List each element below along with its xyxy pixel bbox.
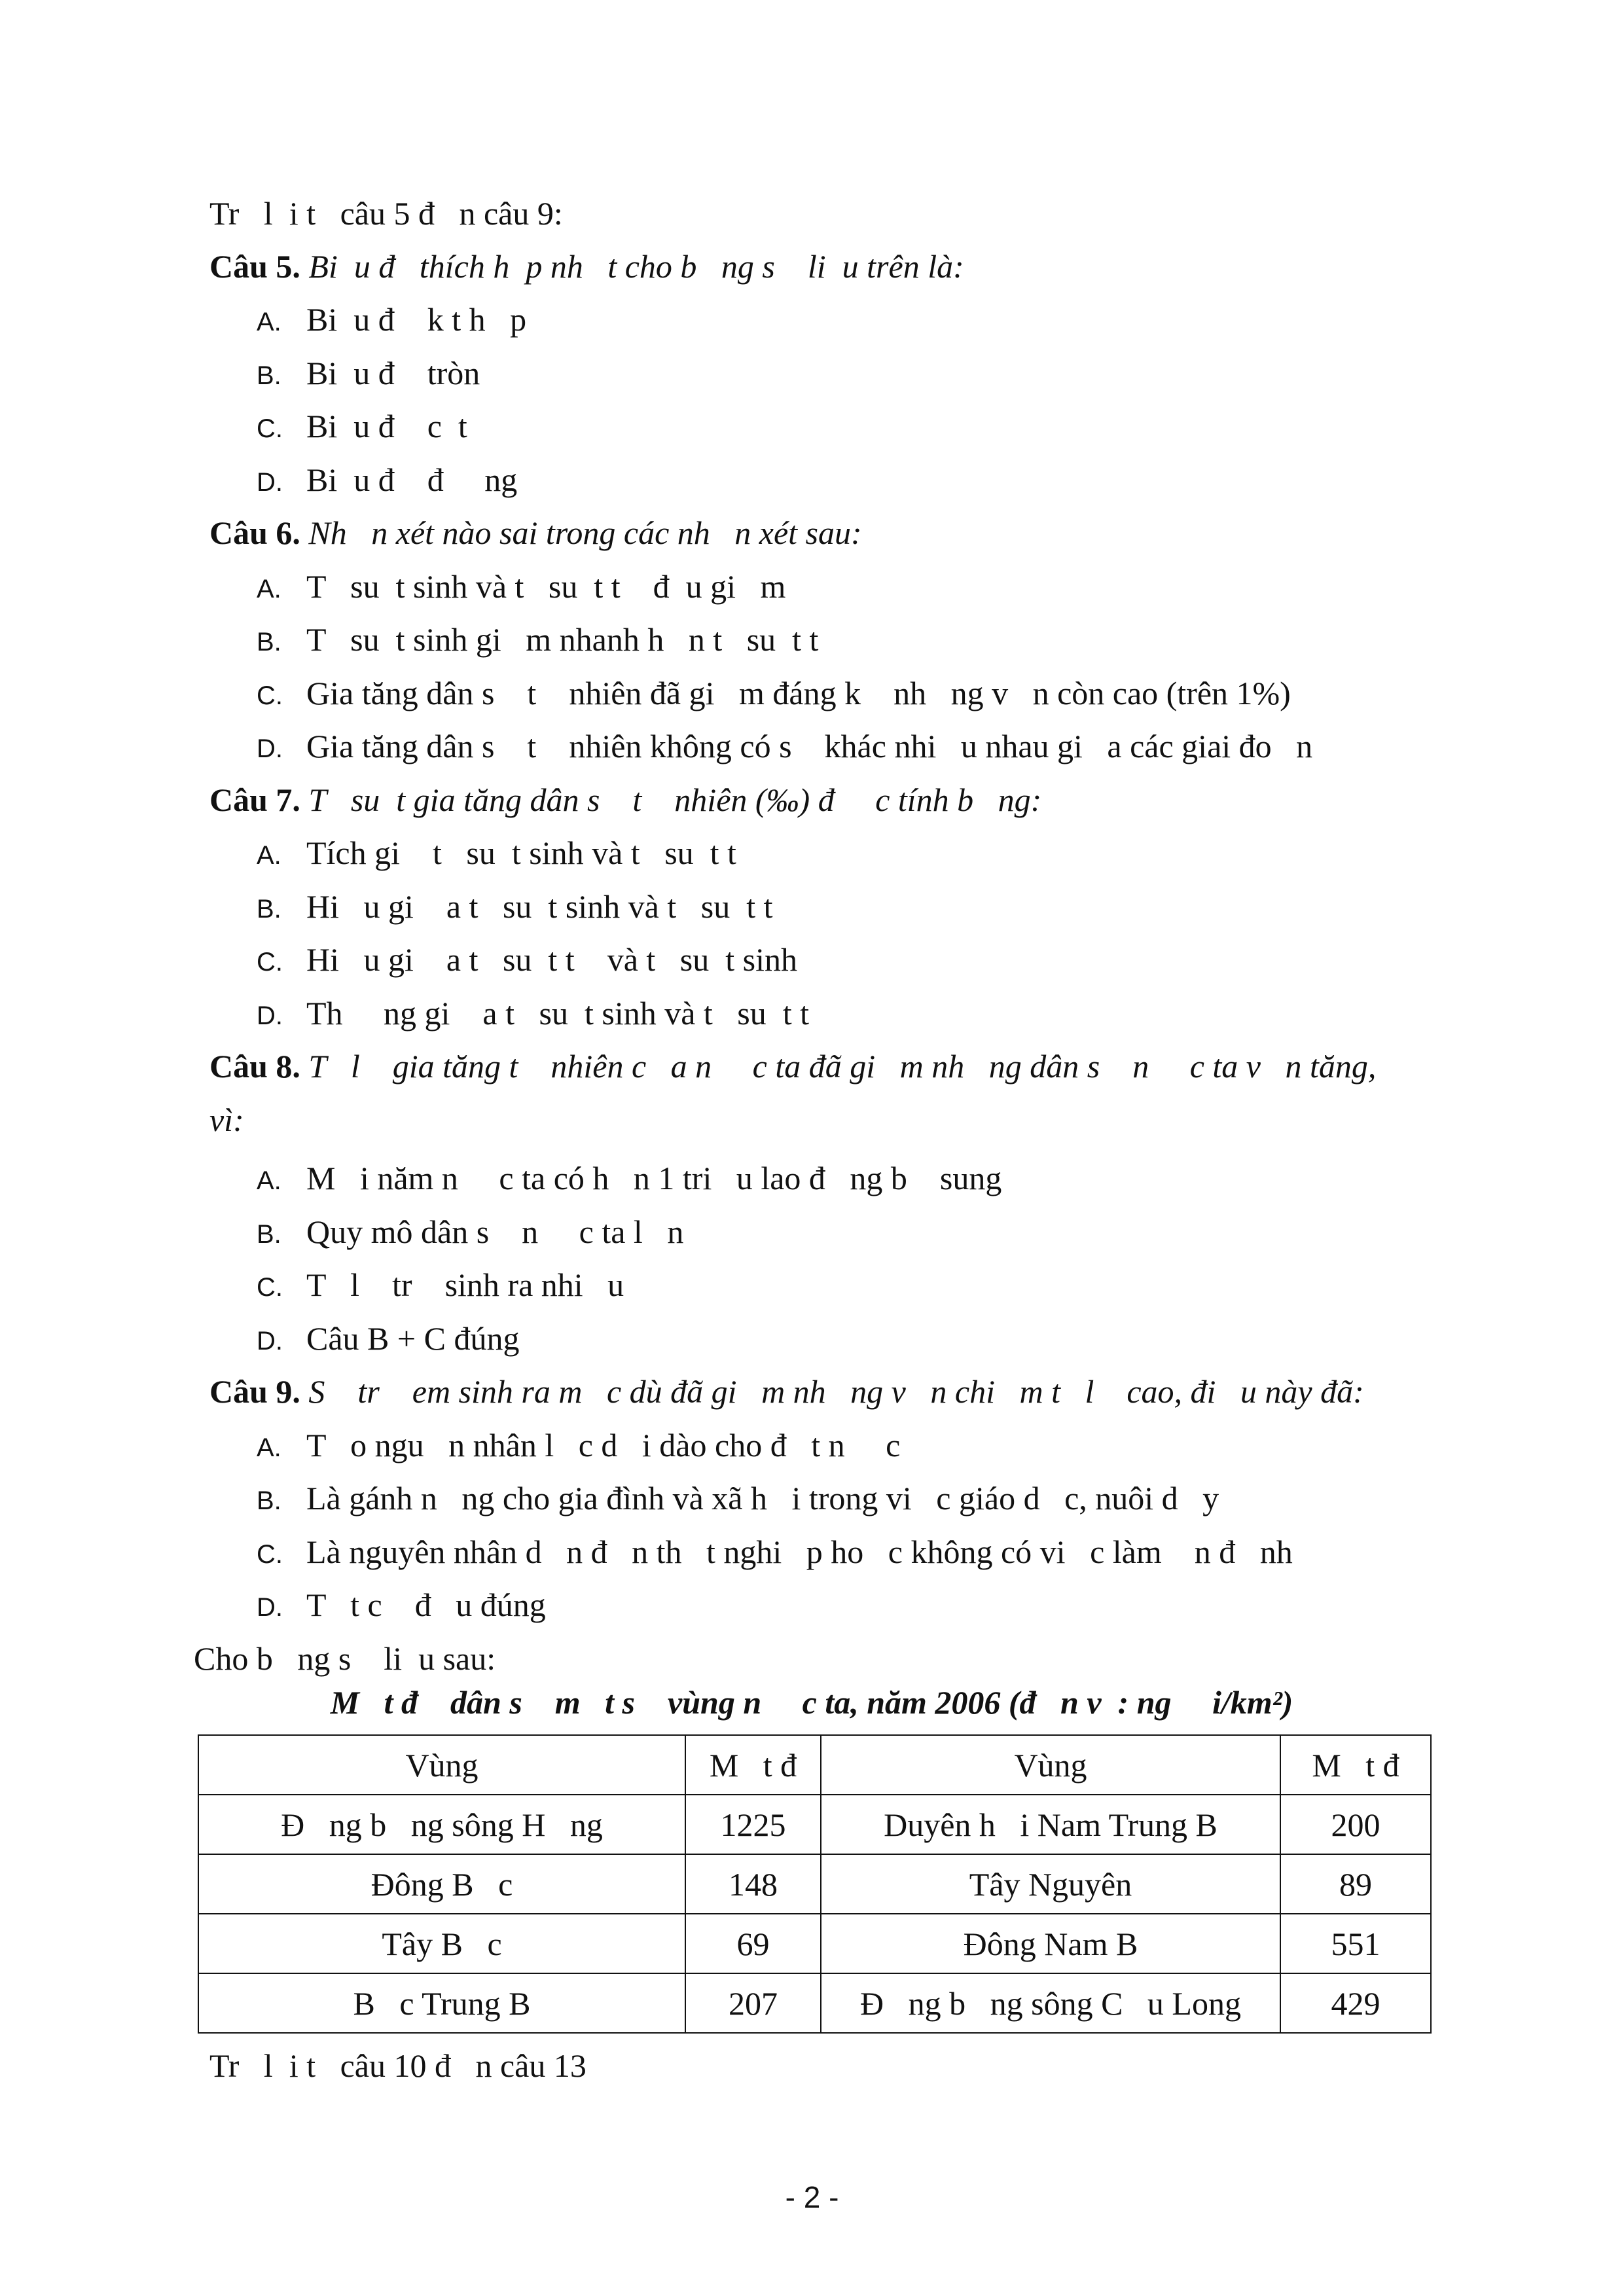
question-8-text-cont: vì: xyxy=(209,1102,244,1138)
question-9 xyxy=(209,1372,1364,1411)
option-letter: C. xyxy=(257,1273,283,1302)
option-letter: D. xyxy=(257,1001,283,1030)
question-7-option-b[interactable] xyxy=(257,887,773,929)
table-cell: 551 xyxy=(1280,1914,1431,1973)
question-5 xyxy=(209,247,964,286)
option-text: Tích gi t su t sinh và t su t t xyxy=(306,834,736,871)
table-intro: Cho b ng s li u sau: xyxy=(194,1640,496,1677)
question-5-option-d[interactable] xyxy=(257,460,517,502)
question-8-option-c[interactable] xyxy=(257,1265,624,1307)
option-letter: C. xyxy=(257,681,283,710)
table-row xyxy=(198,1973,1431,2033)
question-6-option-d[interactable] xyxy=(257,726,1312,768)
table-header-cell: Vùng xyxy=(198,1735,685,1795)
page-number: - 2 - xyxy=(785,2180,839,2214)
table-cell: Đông B c xyxy=(198,1854,685,1914)
option-text: T su t sinh gi m nhanh h n t su t t xyxy=(306,621,819,658)
option-text: Quy mô dân s n c ta l n xyxy=(306,1213,684,1250)
intro-questions-10-13: Tr l i t câu 10 đ n câu 13 xyxy=(209,2047,586,2084)
option-text: Câu B + C đúng xyxy=(306,1320,520,1357)
option-text: Gia tăng dân s t nhiên không có s khác nhi u nhau gi a các giai đo n xyxy=(306,728,1313,764)
option-letter: B. xyxy=(257,1486,281,1515)
question-5-option-b[interactable] xyxy=(257,353,480,395)
table-cell: Đ ng b ng sông C u Long xyxy=(821,1973,1280,2033)
question-8-text: T l gia tăng t nhiên c a n c ta đã gi m nh ng dân s n c ta v n tăng, xyxy=(300,1048,1377,1085)
question-6 xyxy=(209,513,862,552)
table-row xyxy=(198,1854,1431,1914)
table-cell: Đông Nam B xyxy=(821,1914,1280,1973)
question-5-option-c[interactable] xyxy=(257,406,467,448)
option-letter: D. xyxy=(257,1593,283,1622)
option-letter: A. xyxy=(257,1166,281,1195)
option-text: T su t sinh và t su t t đ u gi m xyxy=(306,568,786,605)
option-text: T l tr sinh ra nhi u xyxy=(306,1266,624,1303)
option-letter: C. xyxy=(257,948,283,977)
option-letter: D. xyxy=(257,468,283,497)
table-header-cell: Vùng xyxy=(821,1735,1280,1795)
option-letter: A. xyxy=(257,1433,281,1462)
question-9-option-d[interactable] xyxy=(257,1585,546,1627)
option-letter: C. xyxy=(257,414,283,443)
option-text: T t c đ u đúng xyxy=(306,1587,546,1623)
option-letter: B. xyxy=(257,895,281,924)
option-text: Bi u đ k t h p xyxy=(306,301,527,338)
question-8-number: Câu 8. xyxy=(209,1048,300,1085)
table-row xyxy=(198,1795,1431,1854)
table-header-row xyxy=(198,1735,1431,1795)
table-cell: Duyên h i Nam Trung B xyxy=(821,1795,1280,1854)
table-cell: Tây Nguyên xyxy=(821,1854,1280,1914)
table-cell: Tây B c xyxy=(198,1914,685,1973)
option-text: Là nguyên nhân d n đ n th t nghi p ho c không có vi c làm n đ nh xyxy=(306,1534,1293,1570)
question-6-option-b[interactable] xyxy=(257,620,818,662)
table-caption: M t đ dân s m t s vùng n c ta, năm 2006 (đ n v : ng i/km²) xyxy=(330,1684,1293,1721)
option-text: Gia tăng dân s t nhiên đã gi m đáng k nh ng v n còn cao (trên 1%) xyxy=(306,675,1291,711)
question-9-text: S tr em sinh ra m c dù đã gi m nh ng v n chi m t l cao, đi u này đã: xyxy=(300,1373,1364,1410)
option-letter: B. xyxy=(257,1220,281,1249)
option-text: T o ngu n nhân l c d i dào cho đ t n c xyxy=(306,1427,901,1463)
table-cell: 429 xyxy=(1280,1973,1431,2033)
question-7 xyxy=(209,780,1041,819)
option-letter: D. xyxy=(257,1327,283,1355)
option-letter: D. xyxy=(257,734,283,763)
table-cell: 89 xyxy=(1280,1854,1431,1914)
question-7-option-a[interactable] xyxy=(257,833,736,875)
option-letter: A. xyxy=(257,308,281,336)
option-letter: A. xyxy=(257,841,281,870)
table-cell: 207 xyxy=(685,1973,821,2033)
option-text: Bi u đ đ ng xyxy=(306,461,518,498)
question-7-option-c[interactable] xyxy=(257,940,797,982)
option-text: Th ng gi a t su t sinh và t su t t xyxy=(306,995,810,1031)
question-9-option-b[interactable] xyxy=(257,1479,1219,1520)
table-header-cell: M t đ xyxy=(685,1735,821,1795)
question-6-text: Nh n xét nào sai trong các nh n xét sau: xyxy=(300,514,862,551)
option-letter: A. xyxy=(257,575,281,603)
question-5-text: Bi u đ thích h p nh t cho b ng s li u trên là: xyxy=(300,248,964,285)
table-cell: 69 xyxy=(685,1914,821,1973)
density-table xyxy=(198,1734,1432,2034)
table-cell: 1225 xyxy=(685,1795,821,1854)
question-6-option-c[interactable] xyxy=(257,673,1291,715)
option-text: Là gánh n ng cho gia đình và xã h i trong vi c giáo d c, nuôi d y xyxy=(306,1480,1219,1516)
option-text: Bi u đ c t xyxy=(306,408,467,444)
table-row xyxy=(198,1914,1431,1973)
table-cell: B c Trung B xyxy=(198,1973,685,2033)
question-5-number: Câu 5. xyxy=(209,248,300,285)
question-7-text: T su t gia tăng dân s t nhiên (‰) đ c tính b ng: xyxy=(300,781,1042,818)
question-8-continued xyxy=(209,1100,244,1139)
option-text: Hi u gi a t su t sinh và t su t t xyxy=(306,888,773,925)
option-text: Hi u gi a t su t t và t su t sinh xyxy=(306,941,797,978)
question-7-option-d[interactable] xyxy=(257,994,809,1035)
question-8-option-b[interactable] xyxy=(257,1212,683,1254)
option-letter: B. xyxy=(257,361,281,390)
question-5-option-a[interactable] xyxy=(257,300,526,342)
question-9-option-c[interactable] xyxy=(257,1532,1293,1574)
option-text: Bi u đ tròn xyxy=(306,355,480,391)
question-8-option-d[interactable] xyxy=(257,1319,519,1361)
question-8 xyxy=(209,1047,1376,1086)
table-cell: 148 xyxy=(685,1854,821,1914)
question-6-option-a[interactable] xyxy=(257,567,785,609)
question-9-option-a[interactable] xyxy=(257,1426,900,1467)
question-9-number: Câu 9. xyxy=(209,1373,300,1410)
table-cell: 200 xyxy=(1280,1795,1431,1854)
option-text: M i năm n c ta có h n 1 tri u lao đ ng b sung xyxy=(306,1160,1002,1196)
table-cell: Đ ng b ng sông H ng xyxy=(198,1795,685,1854)
option-letter: C. xyxy=(257,1540,283,1569)
question-8-option-a[interactable] xyxy=(257,1158,1001,1200)
question-7-number: Câu 7. xyxy=(209,781,300,818)
option-letter: B. xyxy=(257,628,281,656)
question-6-number: Câu 6. xyxy=(209,514,300,551)
table-header-cell: M t đ xyxy=(1280,1735,1431,1795)
intro-questions-5-9: Tr l i t câu 5 đ n câu 9: xyxy=(209,195,563,232)
